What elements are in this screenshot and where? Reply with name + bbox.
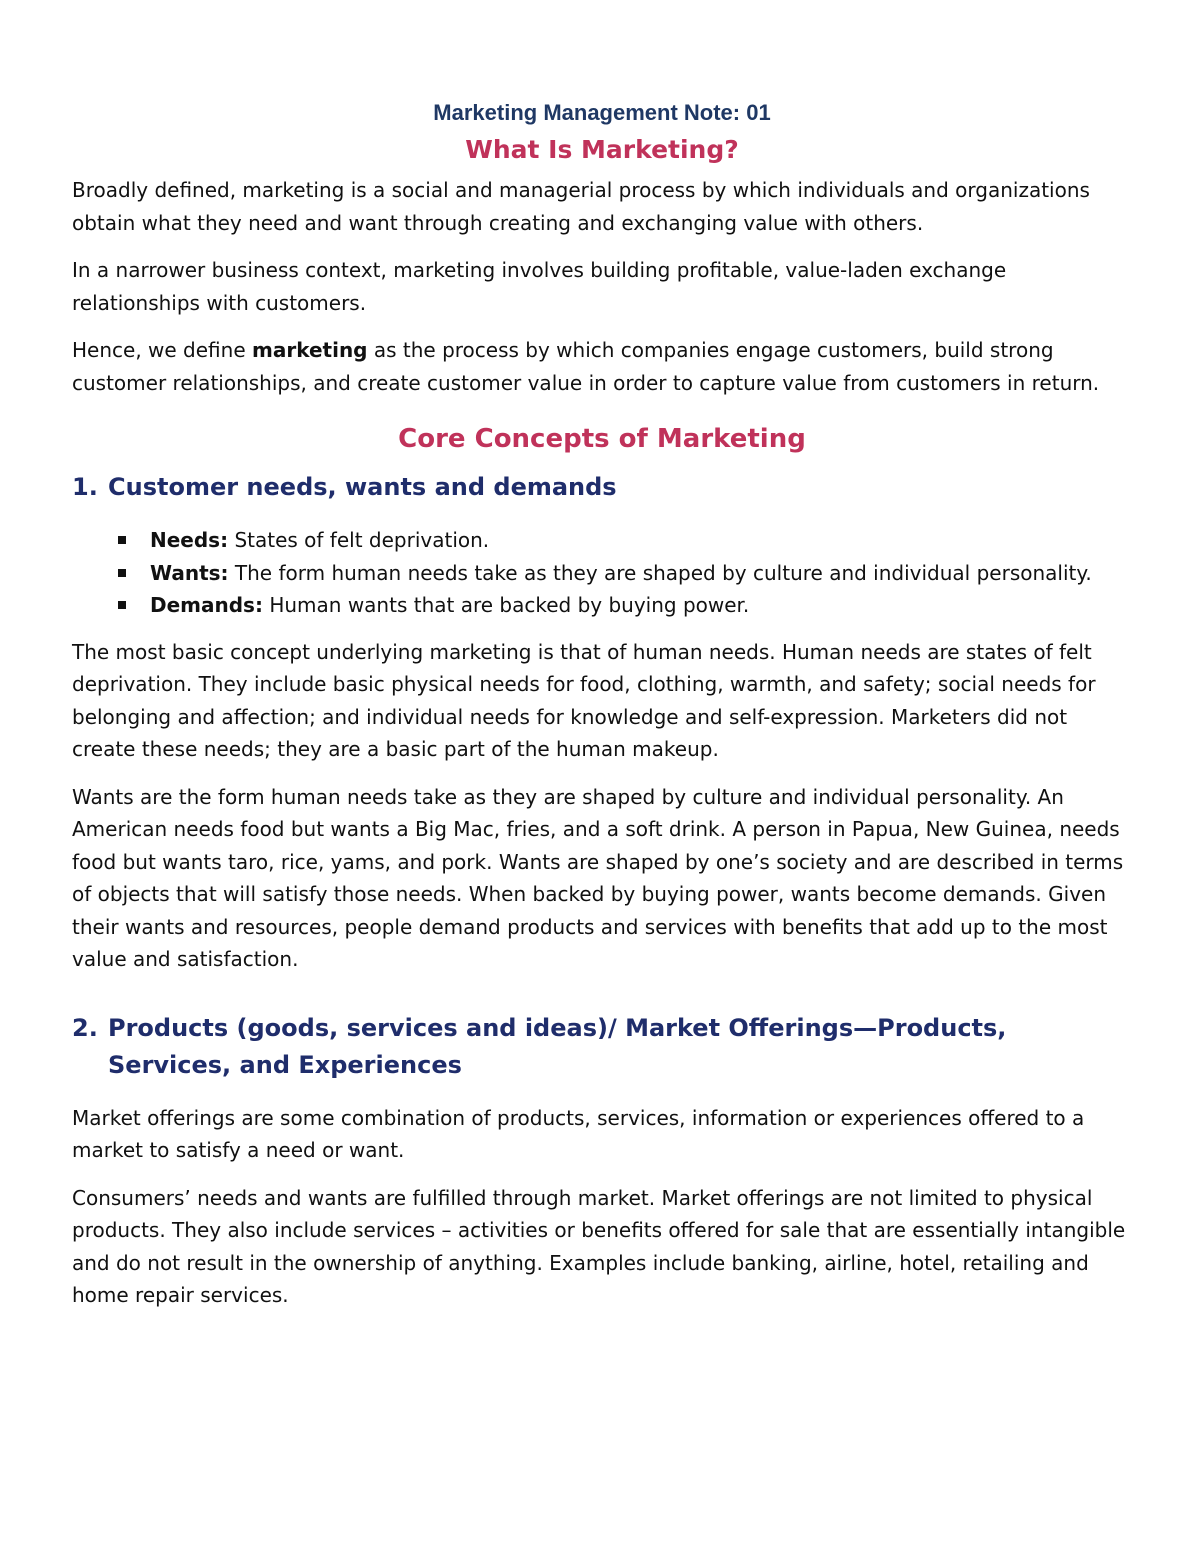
section-2-heading [72,1010,1132,1084]
intro-paragraph-3 [72,334,1132,399]
section-1-paragraph-2: Wants are the form human needs take as they are shaped by culture and individual personality. An American needs food but wants a Big Mac, fries, and a soft drink. A person in Papua, New Guinea, needs food but wants taro, rice, yams, and pork. Wants are shaped by one’s society and are described in terms of objects that will satisfy those needs. When backed by buying power, wants become demands. Given their wants and resources, people demand products and services with benefits that add up to the most value and satisfaction. [72,784,1124,971]
intro-paragraph-1: Broadly defined, marketing is a social and managerial process by which individuals and organizations obtain what they need and want through creating and exchanging value with others. [72,178,1090,235]
list-item [150,589,1132,622]
section-2-number: 2. [72,1013,98,1042]
section-1-heading [72,469,1132,506]
list-item [150,557,1132,590]
section-1-paragraph-1: The most basic concept underlying marketing is that of human needs. Human needs are states of felt deprivation. They include basic physical needs for food, clothing, warmth, and safety; social needs for belonging and affection; and individual needs for knowledge and self-expression. Marketers did not create these needs; they are a basic part of the human makeup. [72,639,1096,761]
main-title: What Is Marketing? [465,135,739,164]
core-concepts-title: Core Concepts of Marketing [398,424,806,454]
square-bullet-icon [118,601,126,609]
list-item [150,524,1132,557]
document-page [72,96,1132,1327]
intro-paragraph-3-end: as the process by which companies engage customers, build strong customer relationships, and create customer value in order to capture value from customers in return. [72,338,1100,395]
section-1-number: 1. [72,473,98,501]
note-title: Marketing Management Note: 01 [433,100,771,125]
section-2-paragraph-1: Market offerings are some combination of products, services, information or experiences offered to a market to satisfy a need or want. [72,1105,1085,1162]
section-2-paragraph-2: Consumers’ needs and wants are fulfilled through market. Market offerings are not limited to physical products. They also include services – activities or benefits offered for sale that are essentially intangible and do not result in the ownership of anything. Examples include banking, airline, hotel, retailing and home repair services. [72,1185,1126,1307]
marketing-term: marketing [252,338,368,362]
list-item-text: States of felt deprivation. [228,528,490,552]
section-2-heading-text: Products (goods, services and ideas)/ Market Offerings—Products, Services, and Experiences [108,1013,1007,1079]
square-bullet-icon [118,536,126,544]
list-item-term: Demands: [150,593,263,617]
list-item-text: The form human needs take as they are shaped by culture and individual personality. [228,560,1092,585]
needs-wants-demands-list [72,524,1132,622]
list-item-text: Human wants that are backed by buying power. [262,593,750,617]
list-item-term: Wants: [150,560,229,585]
list-item-term: Needs: [150,528,229,552]
intro-paragraph-2: In a narrower business context, marketing involves building profitable, value-laden exchange relationships with customers. [72,258,1007,315]
square-bullet-icon [118,569,126,577]
intro-paragraph-3-start: Hence, we define [72,338,252,362]
section-1-heading-text: Customer needs, wants and demands [108,473,617,501]
